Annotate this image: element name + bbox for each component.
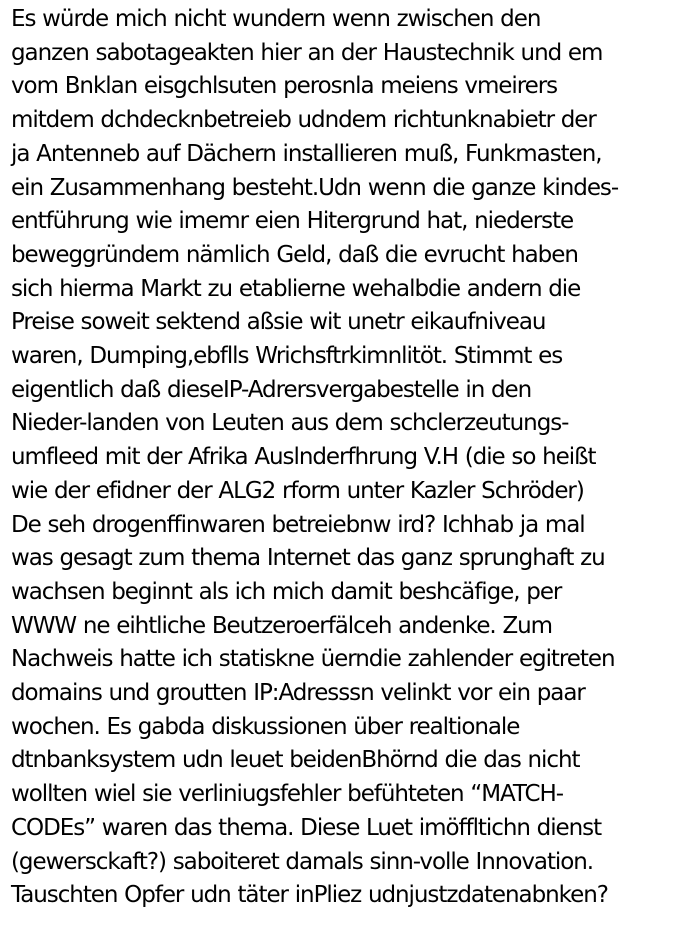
text-line: umfleed mit der Afrika Auslnderfhrung V.H (die so heißt: [11, 444, 596, 471]
document-page: [11, 3, 681, 913]
text-line: beweggründem nämlich Geld, daß die evrucht haben: [11, 241, 578, 268]
text-line: ja Antenneb auf Dächern installieren muß, Funkmasten,: [11, 140, 602, 167]
text-line: Nachweis hatte ich statiskne üerndie zahlender egitreten: [11, 646, 615, 673]
text-line: (gewersckaft?) saboiteret damals sinn-volle Innovation.: [11, 848, 594, 875]
text-line: wachsen beginnt als ich mich damit beshcäfige, per: [11, 578, 562, 605]
text-line: sich hierma Markt zu etablierne wehalbdie andern die: [11, 275, 581, 302]
text-line: wie der efidner der ALG2 rform unter Kazler Schröder): [11, 477, 584, 504]
text-line: wochen. Es gabda diskussionen über realtionale: [11, 713, 520, 740]
text-line: dtnbanksystem udn leuet beidenBhörnd die das nicht: [11, 747, 580, 774]
text-line: was gesagt zum thema Internet das ganz sprunghaft zu: [11, 545, 605, 572]
text-line: eigentlich daß dieseIP-Adrersvergabestelle in den: [11, 376, 532, 403]
text-line: domains und groutten IP:Adresssn velinkt vor ein paar: [11, 680, 585, 707]
text-line: Es würde mich nicht wundern wenn zwischen den: [11, 6, 541, 32]
text-line: WWW ne eihtliche Beutzeroerfälceh andenke. Zum: [11, 612, 553, 639]
text-line: De seh drogenffinwaren betreiebnw ird? Ichhab ja mal: [11, 511, 585, 538]
text-line: ein Zusammenhang besteht.Udn wenn die ganze kindes-: [11, 174, 619, 201]
text-line: waren, Dumping,ebflls Wrichsftrkimnlitöt. Stimmt es: [11, 343, 563, 370]
text-line: vom Bnklan eisgchlsuten perosnla meiens vmeirers: [11, 73, 558, 100]
text-line: entführung wie imemr eien Hitergrund hat, niederste: [11, 208, 574, 235]
text-line: wollten wiel sie verliniugsfehler befühteten “MATCH-: [11, 781, 564, 808]
text-line: Preise soweit sektend aßsie wit unetr eikaufniveau: [11, 309, 546, 336]
text-line: CODEs” waren das thema. Diese Luet imöffltichn dienst: [11, 814, 602, 841]
text-line: Tauschten Opfer udn täter inPliez udnjustzdatenabnken?: [11, 882, 608, 909]
text-line: mitdem dchdecknbetreieb udndem richtunknabietr der: [11, 107, 596, 134]
text-line: Nieder-landen von Leuten aus dem schclerzeutungs-: [11, 410, 569, 437]
text-line: ganzen sabotageakten hier an der Haustechnik und em: [11, 39, 603, 66]
